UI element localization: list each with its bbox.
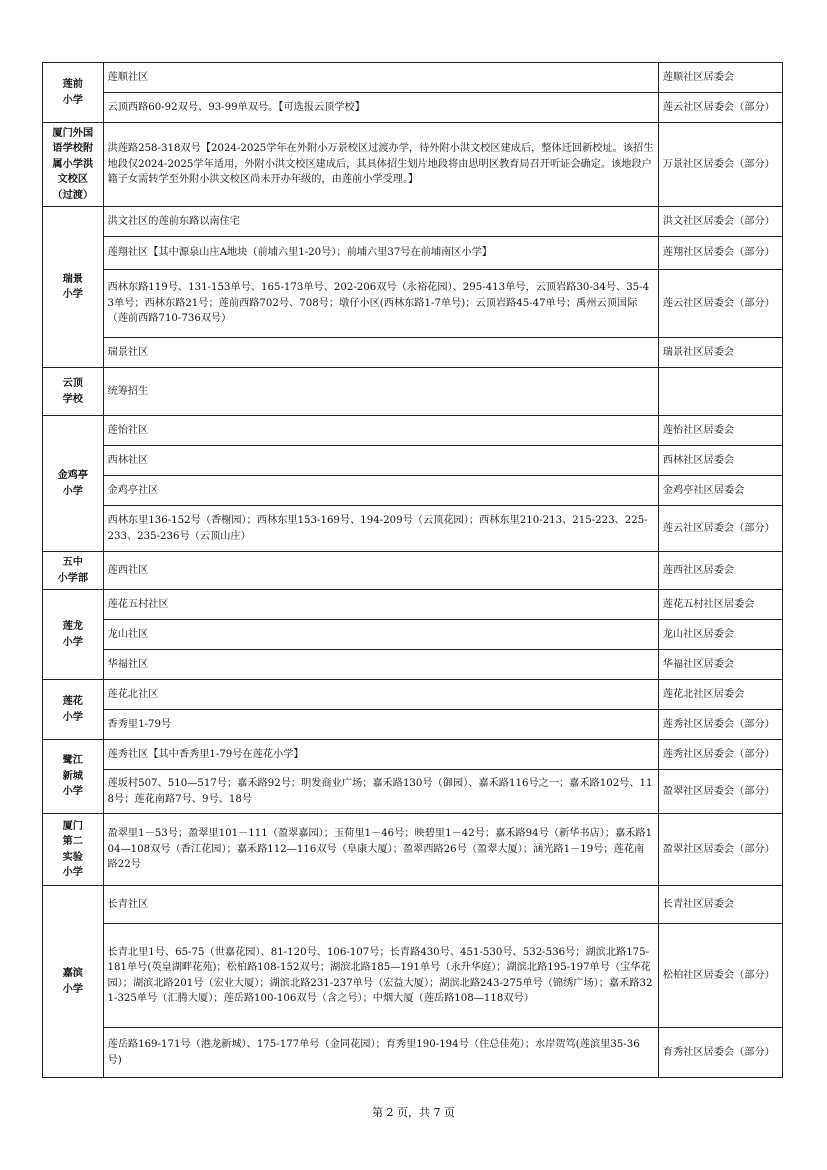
table-row: [43, 270, 783, 338]
table-row: [43, 650, 783, 680]
enrollment-area-cell: 西林东里136-152号（香榭园）；西林东里153-169号、194-209号（云顶花园）；西林东里210-213、215-223、225-233、235-236号（云顶山庄）: [103, 506, 658, 552]
table-row: [43, 1028, 783, 1078]
table-row: [43, 552, 783, 590]
committee-cell: 莲花五村社区居委会: [658, 590, 782, 620]
table-row: [43, 63, 783, 93]
table-row: [43, 590, 783, 620]
committee-cell: 莲花北社区居委会: [658, 680, 782, 710]
enrollment-area-cell: 云顶西路60-92双号、93-99单双号。【可选报云顶学校】: [103, 93, 658, 123]
committee-cell: 万景社区居委会（部分）: [658, 123, 782, 207]
enrollment-area-cell: 长青社区: [103, 886, 658, 924]
committee-cell: 莲翔社区居委会（部分）: [658, 237, 782, 270]
school-name-cell: [43, 886, 104, 1078]
enrollment-area-cell: 香秀里1-79号: [103, 710, 658, 740]
enrollment-area-cell: 龙山社区: [103, 620, 658, 650]
committee-cell: 育秀社区居委会（部分）: [658, 1028, 782, 1078]
enrollment-area-cell: 莲怡社区: [103, 416, 658, 446]
committee-cell: 华福社区居委会: [658, 650, 782, 680]
table-row: [43, 93, 783, 123]
committee-cell: 西林社区居委会: [658, 446, 782, 476]
committee-cell: 莲西社区居委会: [658, 552, 782, 590]
school-name-cell: [43, 368, 104, 416]
school-name-cell: [43, 740, 104, 814]
school-name-cell: [43, 814, 104, 886]
committee-cell: 长青社区居委会: [658, 886, 782, 924]
school-name: 瑞景 小学: [62, 273, 83, 300]
enrollment-area-cell: 长青北里1号、65-75（世嘉花园）、81-120号、106-107号；长青路430号、451-530号、532-536号；湖滨北路175-181单号(英皇湖畔花苑)；松柏路108-152双号；湖滨北路185—191单号（永升华庭）；湖滨北路195-197单号（宝华花园）；湖滨北路201号（宏业大厦）；湖滨北路231-237单号（宏益大厦）；湖滨北路243-275单号（锦绣广场）；嘉禾路321-325单号（汇腾大厦）；莲岳路100-106双号（含之号）；中烟大厦（莲岳路108—118双号）: [103, 924, 658, 1028]
enrollment-area-cell: 金鸡亭社区: [103, 476, 658, 506]
table-row: [43, 207, 783, 237]
table-row: [43, 770, 783, 814]
school-name: 莲龙 小学: [62, 621, 83, 648]
committee-cell: 莲云社区居委会（部分）: [658, 270, 782, 338]
committee-cell: 莲顺社区居委会: [658, 63, 782, 93]
school-name: 莲花 小学: [62, 696, 83, 723]
table-row: [43, 620, 783, 650]
enrollment-area-cell: 莲岳路169-171号（港龙新城）、175-177单号（金同花园）；育秀里190-194号（住总佳苑）；水岸贺笃(莲滨里35-36号): [103, 1028, 658, 1078]
enrollment-area-cell: 莲秀社区【其中香秀里1-79号在莲花小学】: [103, 740, 658, 770]
enrollment-area-cell: 华福社区: [103, 650, 658, 680]
school-name-cell: [43, 680, 104, 740]
committee-cell: 盈翠社区居委会（部分）: [658, 814, 782, 886]
enrollment-area-cell: 莲西社区: [103, 552, 658, 590]
table-row: [43, 814, 783, 886]
school-name: 嘉滨 小学: [62, 968, 83, 995]
enrollment-area-cell: 莲花北社区: [103, 680, 658, 710]
table-row: [43, 680, 783, 710]
committee-cell: 洪文社区居委会（部分）: [658, 207, 782, 237]
committee-cell: 松柏社区居委会（部分）: [658, 924, 782, 1028]
table-row: [43, 123, 783, 207]
committee-cell: 金鸡亭社区居委会: [658, 476, 782, 506]
school-name-cell: [43, 63, 104, 123]
enrollment-area-cell: 莲花五村社区: [103, 590, 658, 620]
committee-cell: 莲秀社区居委会（部分）: [658, 710, 782, 740]
table-row: [43, 237, 783, 270]
table-row: [43, 446, 783, 476]
table-row: [43, 506, 783, 552]
school-name: 厦门外国 语学校附 属小学洪 文校区 （过渡）: [52, 127, 94, 201]
school-name-cell: [43, 207, 104, 368]
enrollment-area-cell: 洪文社区的莲前东路以南住宅: [103, 207, 658, 237]
enrollment-area-cell: 统筹招生: [103, 368, 658, 416]
committee-cell: 莲秀社区居委会（部分）: [658, 740, 782, 770]
school-name: 云顶 学校: [62, 378, 83, 405]
school-name: 莲前 小学: [62, 79, 83, 106]
school-name-cell: [43, 123, 104, 207]
enrollment-area-cell: 盈翠里1－53号；盈翠里101－111（盈翠嘉园）；玉荷里1－46号；映碧里1－42号；嘉禾路94号（新华书店）；嘉禾路104—108双号（香江花园）；嘉禾路112—116双号（阜康大厦）；盈翠西路26号（盈翠大厦）；涵光路1－19号；莲花南路22号: [103, 814, 658, 886]
school-name: 金鸡亭 小学: [57, 470, 89, 497]
table-row: [43, 924, 783, 1028]
enrollment-zone-table: [42, 62, 783, 1078]
enrollment-area-cell: 瑞景社区: [103, 338, 658, 368]
school-name: 五中 小学部: [57, 557, 89, 584]
committee-cell: 莲云社区居委会（部分）: [658, 506, 782, 552]
school-name: 厦门 第二 实验 小学: [62, 820, 83, 878]
table-row: [43, 338, 783, 368]
table-row: [43, 710, 783, 740]
school-name-cell: [43, 590, 104, 680]
table-row: [43, 740, 783, 770]
enrollment-area-cell: 洪莲路258-318双号【2024-2025学年在外附小万景校区过渡办学，待外附小洪文校区建成后，整体迁回新校址。该招生地段仅2024-2025学年适用，外附小洪文校区建成后，其具体招生划片地段将由思明区教育局召开听证会确定。该地段户籍子女需转学至外附小洪文校区尚未开办年级的，由莲前小学受理。】: [103, 123, 658, 207]
committee-cell: 龙山社区居委会: [658, 620, 782, 650]
enrollment-area-cell: 西林东路119号、131-153单号、165-173单号、202-206双号（永裕花园）、295-413单号，云顶岩路30-34号、35-43单号；西林东路21号；莲前西路702号、708号；墩仔小区(西林东路1-7单号)；云顶岩路45-47单号；禹州云顶国际（莲前西路710-736双号）: [103, 270, 658, 338]
table-row: [43, 368, 783, 416]
table-body: [43, 63, 783, 1078]
school-name: 鹭江 新城 小学: [62, 755, 83, 798]
committee-cell: 莲云社区居委会（部分）: [658, 93, 782, 123]
table-row: [43, 416, 783, 446]
enrollment-area-cell: 莲坂村507、510—517号；嘉禾路92号；明发商业广场；嘉禾路130号（御园）、嘉禾路116号之一；嘉禾路102号、118号；莲花南路7号、9号、18号: [103, 770, 658, 814]
committee-cell: [658, 368, 782, 416]
committee-cell: 莲怡社区居委会: [658, 416, 782, 446]
table-row: [43, 886, 783, 924]
enrollment-area-cell: 莲翔社区【其中源泉山庄A地块（前埔六里1-20号）；前埔六里37号在前埔南区小学】: [103, 237, 658, 270]
page-footer: 第 2 页，共 7 页: [372, 1106, 455, 1119]
enrollment-area-cell: 莲顺社区: [103, 63, 658, 93]
enrollment-area-cell: 西林社区: [103, 446, 658, 476]
school-name-cell: [43, 416, 104, 552]
school-name-cell: [43, 552, 104, 590]
committee-cell: 盈翠社区居委会（部分）: [658, 770, 782, 814]
table-row: [43, 476, 783, 506]
committee-cell: 瑞景社区居委会: [658, 338, 782, 368]
